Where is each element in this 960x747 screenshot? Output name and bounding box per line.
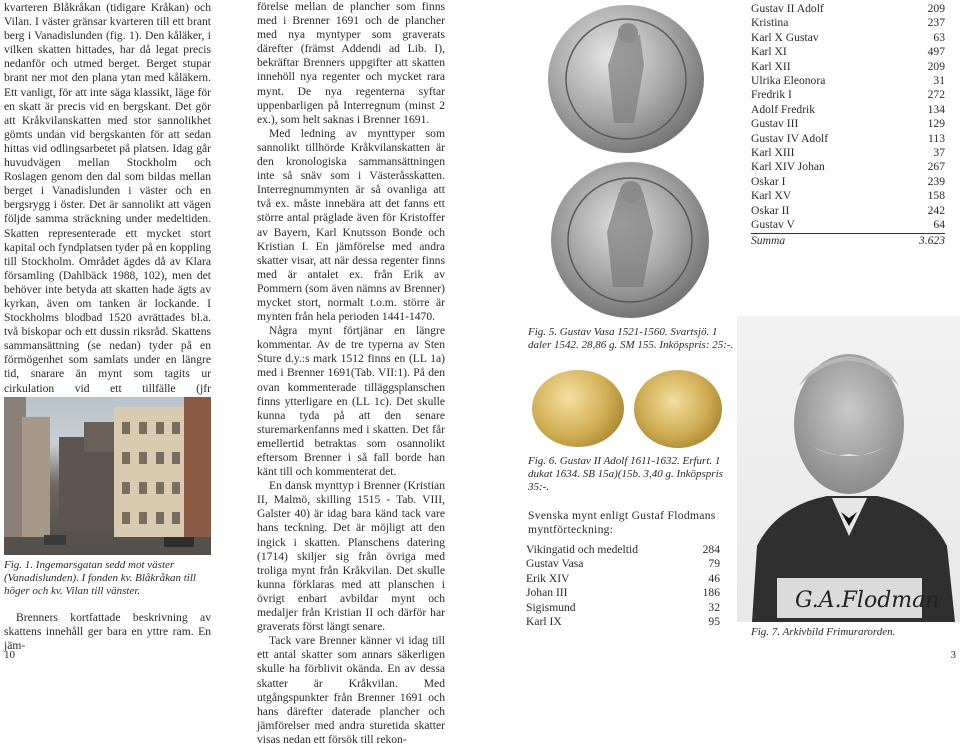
table-row xyxy=(751,117,945,131)
table-row xyxy=(751,189,945,203)
table-cell-value: 237 xyxy=(927,16,945,30)
coin-reverse-detail xyxy=(551,162,709,318)
table-cell-name: Kristina xyxy=(751,16,789,30)
table-cell-value: 209 xyxy=(927,2,945,15)
table-cell-value: 64 xyxy=(933,218,945,232)
table-cell-name: Fredrik I xyxy=(751,88,792,102)
table-cell-value: 267 xyxy=(927,160,945,174)
table-row xyxy=(526,615,720,629)
table-cell-name: Karl XI xyxy=(751,45,787,59)
table-row xyxy=(526,543,720,557)
table-row xyxy=(751,103,945,117)
table-row xyxy=(751,45,945,59)
table-cell-name: Gustav V xyxy=(751,218,795,232)
table1 xyxy=(526,543,720,629)
body-paragraph: Tack vare Brenner känner vi idag till ett antal skatter som annars säkerligen skulle ha förblivit okända. En av dessa skatter är Kråkvilan. Med utgångspunkter från Brenner 1691 och hans därefter daterade plancher och jämförelser med andra sturetida skatter visas nedan ett försök till rekon- xyxy=(257,634,445,746)
table-cell-value: 113 xyxy=(928,131,945,145)
table-row xyxy=(751,218,945,233)
table-row xyxy=(751,233,945,248)
body-paragraph: Med ledning av mynttyper som sannolikt tillhörde Kråkvilanskatten är den kronologiska sammansättningen inte så snäv som i Västeråsskatten. Interregnummynten är så ovanliga att två ex. måste innebära att det fanns ett större antal präglade även för Kristoffer av Bayern, Karl Knutsson Bonde och Kristian I. En jämförelse med andra skatter visar, att när dessa regenter finns med är antalet ex. från Erik av Pommern (som även nämns av Brenner) mycket stort, normalt t.o.m. större är mynten från hela perioden 1441-1470. xyxy=(257,126,445,324)
table-cell-value: 134 xyxy=(927,102,945,116)
body-paragraph: Brenners kortfattade beskrivning av skattens innehåll ger bara en yttre ram. En jäm- xyxy=(4,611,211,653)
table-cell-name: Gustav IV Adolf xyxy=(751,131,829,145)
street-photo-drawing xyxy=(4,397,211,555)
table-cell-value: 79 xyxy=(708,557,720,571)
table-cell-name: Vikingatid och medeltid xyxy=(526,543,638,556)
table-cell-value: 239 xyxy=(927,174,945,188)
table-cell-name: Oskar I xyxy=(751,174,786,188)
body-paragraph: Några mynt förtjänar en längre kommentar. Av de tre typerna av Sten Sture d.y.:s mark 1512 finns en (LL 1a) med i Brenner 1691(Tab. VII:1). På den ovan kommenterade tilläggsplanschen finns ytterligare en (LL 1c). Det skulle kunna tyda på att den senare sturemarkenfanns med i skatten. Det får emellertid betraktas som osannolikt eftersom Brenner i så fall borde han känt till och kommenterat det. xyxy=(257,324,445,479)
table-cell-name: Karl XII xyxy=(751,59,791,73)
column-left-bottom-text xyxy=(4,611,211,653)
table-cell-value: 272 xyxy=(927,88,945,102)
table-row xyxy=(526,572,720,586)
body-paragraph: En dansk mynttyp i Brenner (Kristian II, Malmö, skilling 1515 - Tab. VIII, Galster 40) är idag bara känd tack vare hans teckning. Det är möjligt att den ingick i skatten. Planschens datering (1714) skiljer sig från övriga med troliga mynt från Kråkvilan. Det skulle kunna förklaras med att planschen i övrigt enbart avbildar mynt och medaljer från Kristian II och därför har graverats först längt senare. xyxy=(257,479,445,634)
table-cell-name: Karl IX xyxy=(526,615,562,629)
table-cell-value: 186 xyxy=(702,586,720,600)
table-row xyxy=(751,2,945,16)
table-cell-name: Gustav Vasa xyxy=(526,557,584,571)
table-row xyxy=(751,74,945,88)
page-number-left: 10 xyxy=(4,649,15,661)
table-cell-name: Gustav II Adolf xyxy=(751,2,824,15)
fig1-caption: Fig. 1. Ingemarsgatan sedd mot väster (Vanadislunden). I fonden kv. Blåkråkan till höger och kv. Vilan till vänster. xyxy=(4,559,196,597)
gold-coin-obverse-image xyxy=(532,370,624,447)
table-row xyxy=(751,146,945,160)
column-middle-text xyxy=(257,0,445,747)
portrait-photo xyxy=(737,316,960,622)
table-row xyxy=(751,160,945,174)
fig6-caption: Fig. 6. Gustav II Adolf 1611-1632. Erfurt. 1 dukat 1634. SB 15a)(15b. 3,40 g. Inköpspris 35:-. xyxy=(528,455,723,493)
column-left-text xyxy=(4,1,211,410)
table-cell-name: Johan III xyxy=(526,586,568,600)
table1-title: Svenska mynt enligt Gustaf Flodmans myntförteckning: xyxy=(528,509,716,536)
table-row xyxy=(751,88,945,102)
table-cell-name: Ulrika Eleonora xyxy=(751,74,826,88)
table-cell-value: 37 xyxy=(933,146,945,160)
page-number-right: 3 xyxy=(950,649,956,661)
table-cell-value: 95 xyxy=(708,615,720,629)
table-cell-name: Karl XIV Johan xyxy=(751,160,825,174)
table-cell-value: 31 xyxy=(933,74,945,88)
table-cell-value: 129 xyxy=(927,117,945,131)
table-cell-name: Oskar II xyxy=(751,203,790,217)
table-cell-value: 32 xyxy=(708,600,720,614)
gold-coin-reverse-image xyxy=(634,370,722,448)
portrait-signature: G.A.Flodman xyxy=(795,588,940,613)
table-cell-name: Sigismund xyxy=(526,600,576,614)
table-cell-name: Adolf Fredrik xyxy=(751,102,816,116)
table-cell-name: Karl XIII xyxy=(751,146,795,160)
table-row xyxy=(751,204,945,218)
table-row xyxy=(751,132,945,146)
table-cell-value: 284 xyxy=(702,543,720,556)
table-row xyxy=(751,60,945,74)
table-cell-value: 497 xyxy=(927,45,945,59)
table-row xyxy=(751,175,945,189)
table-cell-name: Karl XV xyxy=(751,189,792,203)
table-row xyxy=(526,586,720,600)
coin-obverse-detail xyxy=(548,5,704,153)
table-row xyxy=(526,557,720,571)
table-row xyxy=(751,31,945,45)
table-row xyxy=(526,601,720,615)
street-photo xyxy=(4,397,211,555)
table-cell-value: 63 xyxy=(933,30,945,44)
table-row xyxy=(751,16,945,30)
table-cell-name: Erik XIV xyxy=(526,571,570,585)
table-cell-value: 3.623 xyxy=(918,233,945,247)
coin-reverse-image xyxy=(551,162,709,318)
portrait-drawing xyxy=(737,316,960,622)
fig5-caption: Fig. 5. Gustav Vasa 1521-1560. Svartsjö. 1 daler 1542. 28,86 g. SM 155. Inköpspris: 25:-. xyxy=(528,326,734,351)
table-cell-value: 158 xyxy=(927,189,945,203)
table2 xyxy=(751,2,945,248)
table-cell-name: Gustav III xyxy=(751,117,799,131)
coin-obverse-image xyxy=(548,5,704,153)
table-cell-value: 209 xyxy=(927,59,945,73)
table-cell-value: 242 xyxy=(927,203,945,217)
table-cell-value: 46 xyxy=(708,571,720,585)
body-paragraph: förelse mellan de plancher som finns med i Brenner 1691 och de plancher med nya myntyper som graverats därefter (främst Addendi ad Lib. I), bekräftar Brenners uppgifter att skatten innehöll nya regenter och mycket rara mynt. De nya regenterna syftar uppenbarligen på Interregnum (minst 2 ex.), som helt saknas i Brenner 1691. xyxy=(257,0,445,126)
fig7-caption: Fig. 7. Arkivbild Frimurarorden. xyxy=(751,626,896,638)
body-paragraph: kvarteren Blåkråkan (tidigare Kråkan) och Vilan. I väster gränsar kvarteren till ett brant berg i Vanadislunden (fig. 1). Den kåläker, i vilken skatten hittades, har då legat precis nedanför och utmed berget. Berget stupar brant ner mot den plana ytan med kåläkern. Ett vanligt, för att inte säga klassikt, läge för en skatt är precis vid en bergskant. Det gör att Kråkvilanskatten med stor sannolikhet gömts undan vid bergskanten för att sedan hittas vid odlingsarbetet på platsen. Idag går huvudvägen mellan Stockholm och Roslagen genom den dal som bildas mellan berget i Vanadislunden i väster och en bergsrygg i öster. Det är sannolikt att vägen följde samma sträckning under medeltiden. Skatten representerade ett mycket stort kapital och fyndplatsen tyder på en koppling till Stockholm. Området ägdes då av Klara församling (Dahlbäck 1988, 102), men det behöver inte betyda att skatten hade ägts av kyrkan, även om tanken är lockande. I Stockholms blodbad 1520 avrättades bl.a. två biskopar och ett dussin riksråd. Skattens sammansättning (se nedan) tyder på en förmögenhet som samlats under en längre tid, snarare än mynt som tagits ur cirkulation vid ett tillfälle (jfr xyxy=(4,1,211,395)
table-cell-name: Summa xyxy=(751,233,786,247)
table-cell-name: Karl X Gustav xyxy=(751,30,819,44)
